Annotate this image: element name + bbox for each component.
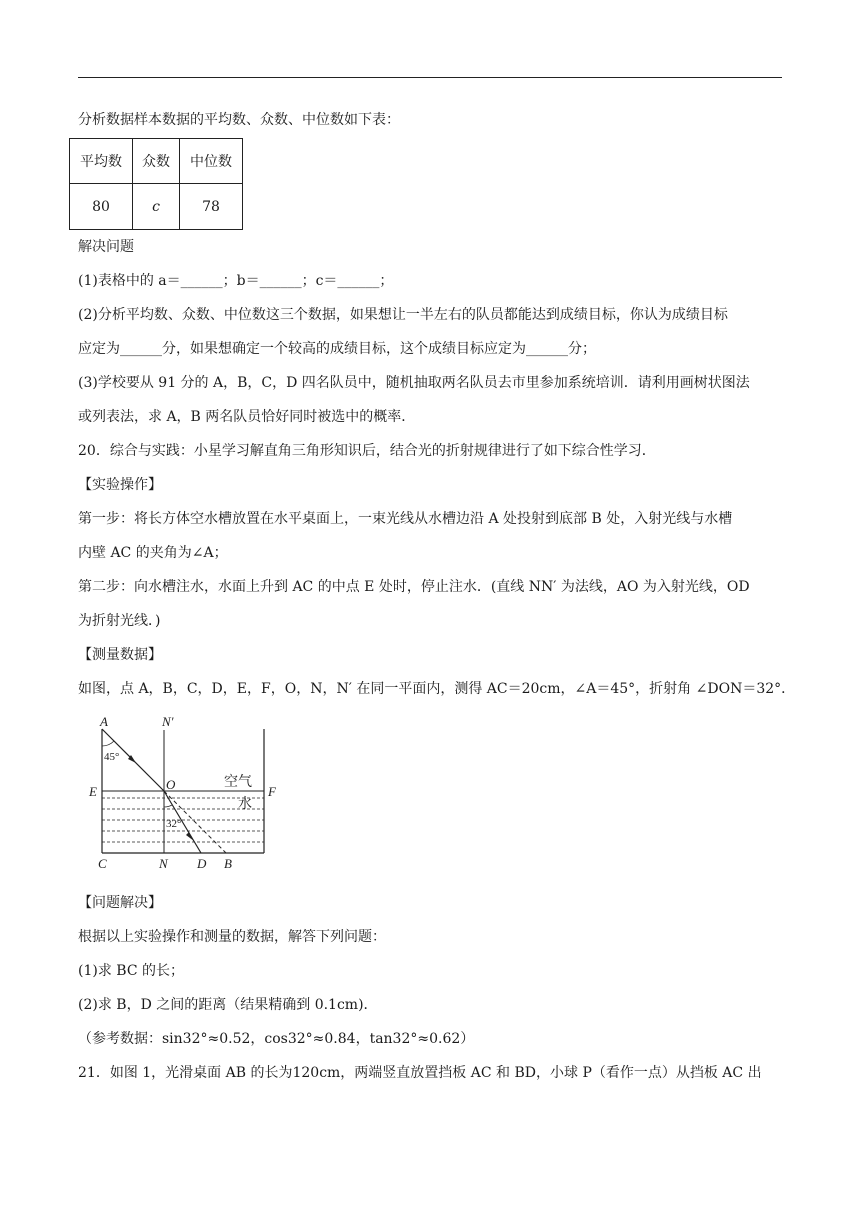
table-header-mode: 众数 — [133, 139, 180, 184]
table-value-median: 78 — [180, 184, 243, 230]
q19-part3-line1: (3)学校要从 91 分的 A，B，C，D 四名队员中，随机抽取两名队员去市里参加系统培训．请利用画树状图法 — [78, 375, 750, 391]
q19-part3-line2: 或列表法，求 A，B 两名队员恰好同时被选中的概率． — [78, 409, 416, 425]
label-N-prime: N′ — [162, 714, 174, 729]
refracted-arrow — [186, 832, 194, 841]
q20-solve-part1: (1)求 BC 的长； — [78, 963, 184, 979]
q19-part2-line2: 应定为______分，如果想确定一个较高的成绩目标，这个成绩目标应定为______分； — [78, 341, 596, 357]
q20-step2-line2: 为折射光线．) — [78, 613, 161, 629]
q20-section-data: 【测量数据】 — [78, 647, 162, 663]
label-angle-32: 32° — [166, 818, 182, 830]
q19-heading: 解决问题 — [78, 239, 134, 255]
table-value-mean: 80 — [70, 184, 133, 230]
q20-step2-line1: 第二步：向水槽注水，水面上升到 AC 的中点 E 处时，停止注水．(直线 NN′ 为法线，AO 为入射光线，OD — [78, 579, 750, 595]
label-angle-45: 45° — [104, 751, 120, 763]
header-rule — [78, 77, 782, 78]
q20-solve-part2: (2)求 B，D 之间的距离（结果精确到 0.1cm)． — [78, 997, 378, 1013]
table-header-median: 中位数 — [180, 139, 243, 184]
label-E: E — [89, 784, 97, 799]
angle-don-arc — [164, 805, 172, 807]
q20-step1-line2: 内壁 AC 的夹角为∠A； — [78, 545, 228, 561]
intro-text: 分析数据样本数据的平均数、众数、中位数如下表： — [78, 112, 400, 128]
label-O: O — [166, 777, 176, 792]
refraction-diagram — [88, 712, 288, 872]
label-water: 水 — [238, 796, 252, 812]
q20-title: 20．综合与实践：小星学习解直角三角形知识后，结合光的折射规律进行了如下综合性学习． — [78, 443, 656, 459]
q20-step1-line1: 第一步：将长方体空水槽放置在水平桌面上，一束光线从水槽边沿 A 处投射到底部 B 处，入射光线与水槽 — [78, 511, 733, 527]
q21-line: 21．如图 1，光滑桌面 AB 的长为120cm，两端竖直放置挡板 AC 和 BD，小球 P（看作一点）从挡板 AC 出 — [78, 1065, 762, 1081]
stats-table — [69, 138, 243, 230]
q19-part1: (1)表格中的 a＝______；b＝______；c＝______； — [78, 273, 394, 289]
label-C: C — [98, 856, 107, 871]
label-D: D — [197, 856, 207, 871]
q20-reference-data: （参考数据：sin32°≈0.52，cos32°≈0.84，tan32°≈0.62） — [78, 1031, 475, 1047]
q20-section-solve: 【问题解决】 — [78, 895, 162, 911]
table-value-mode: c — [133, 184, 180, 230]
label-N: N — [159, 856, 168, 871]
label-air: 空气 — [224, 774, 252, 790]
q20-section-operation: 【实验操作】 — [78, 477, 162, 493]
q20-solve-intro: 根据以上实验操作和测量的数据，解答下列问题： — [78, 929, 386, 945]
q19-part2-line1: (2)分析平均数、众数、中位数这三个数据，如果想让一半左右的队员都能达到成绩目标，你认为成绩目标 — [78, 307, 728, 323]
label-F: F — [268, 784, 276, 799]
label-A: A — [100, 714, 108, 729]
angle-a-arc — [102, 741, 114, 746]
label-B: B — [224, 856, 232, 871]
table-header-mean: 平均数 — [70, 139, 133, 184]
q20-data-line: 如图，点 A，B，C，D，E，F，O，N，N′ 在同一平面内，测得 AC＝20cm，∠A＝45°，折射角 ∠DON＝32°． — [78, 681, 796, 697]
